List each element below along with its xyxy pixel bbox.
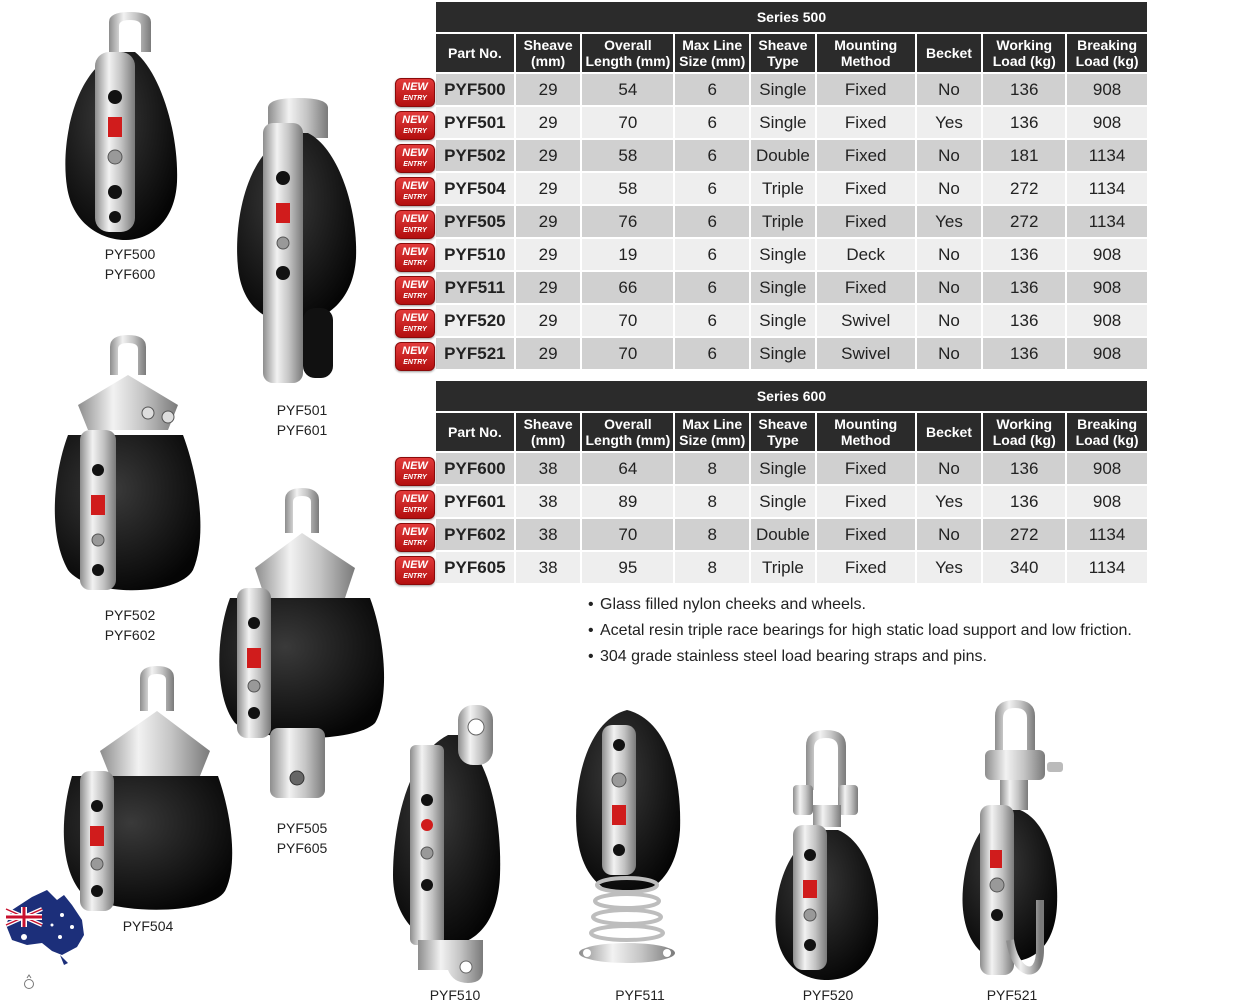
new-entry-badge [395, 457, 435, 486]
table-cell: Single [751, 338, 815, 369]
table-cell: Single [751, 486, 815, 517]
table-cell: 6 [675, 206, 749, 237]
table-cell: 136 [983, 107, 1065, 138]
caption-pyf505 [262, 818, 342, 858]
table-cell: Yes [917, 206, 982, 237]
table-cell: Swivel [817, 305, 915, 336]
badge-line-new: NEW [402, 345, 428, 357]
table-cell: 70 [582, 519, 673, 550]
series-600-title: Series 600 [436, 381, 1147, 411]
feature-item: • Acetal resin triple race bearings for high static load support and low friction. [588, 620, 1148, 642]
table-cell: 29 [516, 206, 581, 237]
table-cell: 8 [675, 486, 749, 517]
table-cell: 38 [516, 519, 581, 550]
table-cell: 29 [516, 305, 581, 336]
table-cell: 6 [675, 239, 749, 270]
table-cell: Fixed [817, 272, 915, 303]
table-cell: 136 [983, 338, 1065, 369]
col-header: Max Line Size (mm) [675, 34, 749, 72]
caption-line: PYF502 [104, 607, 156, 623]
table-cell: 272 [983, 206, 1065, 237]
table-cell: 54 [582, 74, 673, 105]
caption-line: PYF600 [104, 266, 156, 282]
col-header: Working Load (kg) [983, 34, 1065, 72]
table-cell: 908 [1067, 239, 1147, 270]
pyf521-block-image [955, 700, 1070, 982]
table-cell: 340 [983, 552, 1065, 583]
table-cell: 29 [516, 173, 581, 204]
table-cell: 181 [983, 140, 1065, 171]
table-cell: No [917, 74, 982, 105]
badge-line-entry: ENTRY [403, 194, 427, 201]
part-number-cell: PYF600 [436, 453, 514, 484]
table-row [436, 552, 1147, 583]
table-cell: 29 [516, 239, 581, 270]
pyf505-block-image [215, 488, 390, 800]
part-number-cell: PYF602 [436, 519, 514, 550]
table-row [436, 486, 1147, 517]
series-600-header-row [436, 413, 1147, 451]
caption-line: PYF504 [122, 918, 174, 934]
series-500-title: Series 500 [436, 2, 1147, 32]
badge-line-entry: ENTRY [403, 540, 427, 547]
pyf504-block-image [60, 666, 238, 916]
table-cell: 136 [983, 272, 1065, 303]
new-entry-badge [395, 490, 435, 519]
badge-line-new: NEW [402, 147, 428, 159]
table-cell: Yes [917, 552, 982, 583]
table-cell: 8 [675, 453, 749, 484]
new-entry-badge [395, 556, 435, 585]
caption-pyf521 [972, 985, 1052, 1005]
badge-line-entry: ENTRY [403, 507, 427, 514]
series-600-table [434, 379, 1149, 585]
part-number-cell: PYF500 [436, 74, 514, 105]
table-row [436, 272, 1147, 303]
table-cell: 136 [983, 453, 1065, 484]
caption-line: PYF601 [276, 422, 328, 438]
badge-line-entry: ENTRY [403, 260, 427, 267]
table-cell: Single [751, 74, 815, 105]
table-cell: Fixed [817, 486, 915, 517]
caption-pyf501 [262, 400, 342, 440]
col-header: Becket [917, 34, 982, 72]
caption-pyf502 [90, 605, 170, 645]
table-cell: Single [751, 453, 815, 484]
col-header: Sheave Type [751, 413, 815, 451]
badge-line-new: NEW [402, 213, 428, 225]
badge-line-entry: ENTRY [403, 359, 427, 366]
part-number-cell: PYF510 [436, 239, 514, 270]
part-number-cell: PYF501 [436, 107, 514, 138]
table-row [436, 74, 1147, 105]
table-cell: 19 [582, 239, 673, 270]
part-number-cell: PYF605 [436, 552, 514, 583]
badge-line-new: NEW [402, 81, 428, 93]
new-entry-badge [395, 523, 435, 552]
badge-line-new: NEW [402, 114, 428, 126]
table-cell: 29 [516, 107, 581, 138]
table-cell: 95 [582, 552, 673, 583]
new-entry-badge [395, 309, 435, 338]
pyf502-block-image [48, 335, 208, 597]
table-cell: Triple [751, 552, 815, 583]
table-cell: No [917, 305, 982, 336]
caption-pyf520 [788, 985, 868, 1005]
table-row [436, 338, 1147, 369]
table-cell: 6 [675, 305, 749, 336]
col-header: Overall Length (mm) [582, 34, 673, 72]
col-header: Sheave Type [751, 34, 815, 72]
table-cell: No [917, 272, 982, 303]
table-cell: 136 [983, 486, 1065, 517]
table-cell: 89 [582, 486, 673, 517]
table-cell: Fixed [817, 140, 915, 171]
new-entry-badge [395, 276, 435, 305]
col-header: Breaking Load (kg) [1067, 34, 1147, 72]
table-cell: Fixed [817, 552, 915, 583]
table-cell: Single [751, 239, 815, 270]
badge-line-entry: ENTRY [403, 95, 427, 102]
table-cell: Fixed [817, 107, 915, 138]
table-row [436, 453, 1147, 484]
col-header: Overall Length (mm) [582, 413, 673, 451]
table-cell: 908 [1067, 305, 1147, 336]
part-number-cell: PYF504 [436, 173, 514, 204]
series-500-table [434, 0, 1149, 371]
caption-pyf504 [108, 916, 188, 936]
caption-line: PYF511 [615, 987, 665, 1003]
table-cell: Single [751, 272, 815, 303]
table-cell: 1134 [1067, 552, 1147, 583]
table-cell: 908 [1067, 338, 1147, 369]
pyf510-block-image [388, 705, 508, 985]
new-entry-badge [395, 78, 435, 107]
table-cell: 1134 [1067, 206, 1147, 237]
table-cell: 58 [582, 173, 673, 204]
table-cell: 29 [516, 338, 581, 369]
pyf520-block-image [768, 730, 884, 982]
table-cell: 1134 [1067, 173, 1147, 204]
badge-line-entry: ENTRY [403, 161, 427, 168]
table-cell: 70 [582, 305, 673, 336]
caption-line: PYF501 [276, 402, 328, 418]
feature-item: • 304 grade stainless steel load bearing straps and pins. [588, 646, 1148, 668]
col-header: Sheave (mm) [516, 34, 581, 72]
table-cell: 908 [1067, 74, 1147, 105]
new-entry-badge [395, 243, 435, 272]
badge-line-new: NEW [402, 279, 428, 291]
badge-line-entry: ENTRY [403, 293, 427, 300]
part-number-cell: PYF520 [436, 305, 514, 336]
table-cell: Fixed [817, 206, 915, 237]
table-cell: 76 [582, 206, 673, 237]
col-header: Part No. [436, 34, 514, 72]
pyf500-block-image [55, 12, 185, 242]
new-entry-badge [395, 210, 435, 239]
table-cell: 272 [983, 519, 1065, 550]
col-header: Working Load (kg) [983, 413, 1065, 451]
badge-line-new: NEW [402, 312, 428, 324]
series-500-header-row [436, 34, 1147, 72]
table-cell: Yes [917, 107, 982, 138]
badge-line-entry: ENTRY [403, 227, 427, 234]
table-cell: 70 [582, 338, 673, 369]
table-row [436, 305, 1147, 336]
badge-line-entry: ENTRY [403, 474, 427, 481]
table-cell: Triple [751, 173, 815, 204]
pyf511-block-image [572, 705, 684, 981]
table-cell: 136 [983, 74, 1065, 105]
table-cell: Swivel [817, 338, 915, 369]
table-cell: 6 [675, 107, 749, 138]
part-number-cell: PYF505 [436, 206, 514, 237]
table-cell: 6 [675, 338, 749, 369]
new-entry-badge [395, 144, 435, 173]
badge-line-new: NEW [402, 493, 428, 505]
table-cell: No [917, 519, 982, 550]
table-cell: 908 [1067, 107, 1147, 138]
table-cell: 272 [983, 173, 1065, 204]
table-row [436, 140, 1147, 171]
table-cell: 8 [675, 519, 749, 550]
badge-line-new: NEW [402, 246, 428, 258]
table-cell: 6 [675, 272, 749, 303]
col-header: Mounting Method [817, 34, 915, 72]
table-cell: 38 [516, 453, 581, 484]
table-cell: 1134 [1067, 140, 1147, 171]
table-cell: 66 [582, 272, 673, 303]
part-number-cell: PYF511 [436, 272, 514, 303]
part-number-cell: PYF601 [436, 486, 514, 517]
table-cell: 1134 [1067, 519, 1147, 550]
table-cell: No [917, 239, 982, 270]
table-cell: 38 [516, 486, 581, 517]
table-cell: No [917, 453, 982, 484]
table-cell: No [917, 338, 982, 369]
table-cell: 908 [1067, 272, 1147, 303]
table-cell: Fixed [817, 173, 915, 204]
table-cell: 8 [675, 552, 749, 583]
caption-line: PYF602 [104, 627, 156, 643]
table-cell: No [917, 140, 982, 171]
col-header: Max Line Size (mm) [675, 413, 749, 451]
caption-line: PYF521 [986, 987, 1038, 1003]
col-header: Mounting Method [817, 413, 915, 451]
new-entry-badge [395, 111, 435, 140]
caption-line: PYF505 [276, 820, 328, 836]
caption-line: PYF605 [276, 840, 328, 856]
table-cell: 58 [582, 140, 673, 171]
table-cell: 6 [675, 74, 749, 105]
table-cell: 908 [1067, 486, 1147, 517]
table-cell: 64 [582, 453, 673, 484]
col-header: Breaking Load (kg) [1067, 413, 1147, 451]
badge-line-new: NEW [402, 559, 428, 571]
table-cell: 29 [516, 74, 581, 105]
table-row [436, 173, 1147, 204]
new-entry-badge [395, 177, 435, 206]
part-number-cell: PYF502 [436, 140, 514, 171]
table-cell: 136 [983, 305, 1065, 336]
table-row [436, 206, 1147, 237]
table-cell: 136 [983, 239, 1065, 270]
new-entry-badge [395, 342, 435, 371]
badge-line-entry: ENTRY [403, 573, 427, 580]
table-cell: Double [751, 140, 815, 171]
series-500-body [436, 74, 1147, 369]
col-header: Becket [917, 413, 982, 451]
caption-pyf510 [415, 985, 495, 1005]
table-row [436, 239, 1147, 270]
feature-item: • Glass filled nylon cheeks and wheels. [588, 594, 1148, 616]
ring-symbol-icon [22, 972, 36, 992]
table-row [436, 519, 1147, 550]
col-header: Sheave (mm) [516, 413, 581, 451]
table-cell: 6 [675, 173, 749, 204]
table-cell: Yes [917, 486, 982, 517]
pyf501-block-image [228, 98, 368, 390]
table-cell: 38 [516, 552, 581, 583]
caption-line: PYF520 [802, 987, 854, 1003]
feature-list [588, 594, 1148, 672]
badge-line-entry: ENTRY [403, 128, 427, 135]
series-600-body [436, 453, 1147, 583]
table-cell: Fixed [817, 74, 915, 105]
table-row [436, 107, 1147, 138]
part-number-cell: PYF521 [436, 338, 514, 369]
table-cell: Triple [751, 206, 815, 237]
badge-line-new: NEW [402, 180, 428, 192]
table-cell: Single [751, 305, 815, 336]
caption-line: PYF500 [104, 246, 156, 262]
caption-pyf500 [90, 244, 170, 284]
table-cell: 29 [516, 140, 581, 171]
table-cell: 6 [675, 140, 749, 171]
caption-pyf511 [600, 985, 680, 1005]
badge-line-new: NEW [402, 460, 428, 472]
badge-line-entry: ENTRY [403, 326, 427, 333]
table-cell: 70 [582, 107, 673, 138]
table-cell: Single [751, 107, 815, 138]
australia-flag-map-icon [2, 885, 88, 965]
col-header: Part No. [436, 413, 514, 451]
table-cell: Deck [817, 239, 915, 270]
table-cell: 29 [516, 272, 581, 303]
table-cell: Double [751, 519, 815, 550]
table-cell: Fixed [817, 519, 915, 550]
badge-line-new: NEW [402, 526, 428, 538]
caption-line: PYF510 [429, 987, 481, 1003]
table-cell: Fixed [817, 453, 915, 484]
table-cell: 908 [1067, 453, 1147, 484]
table-cell: No [917, 173, 982, 204]
